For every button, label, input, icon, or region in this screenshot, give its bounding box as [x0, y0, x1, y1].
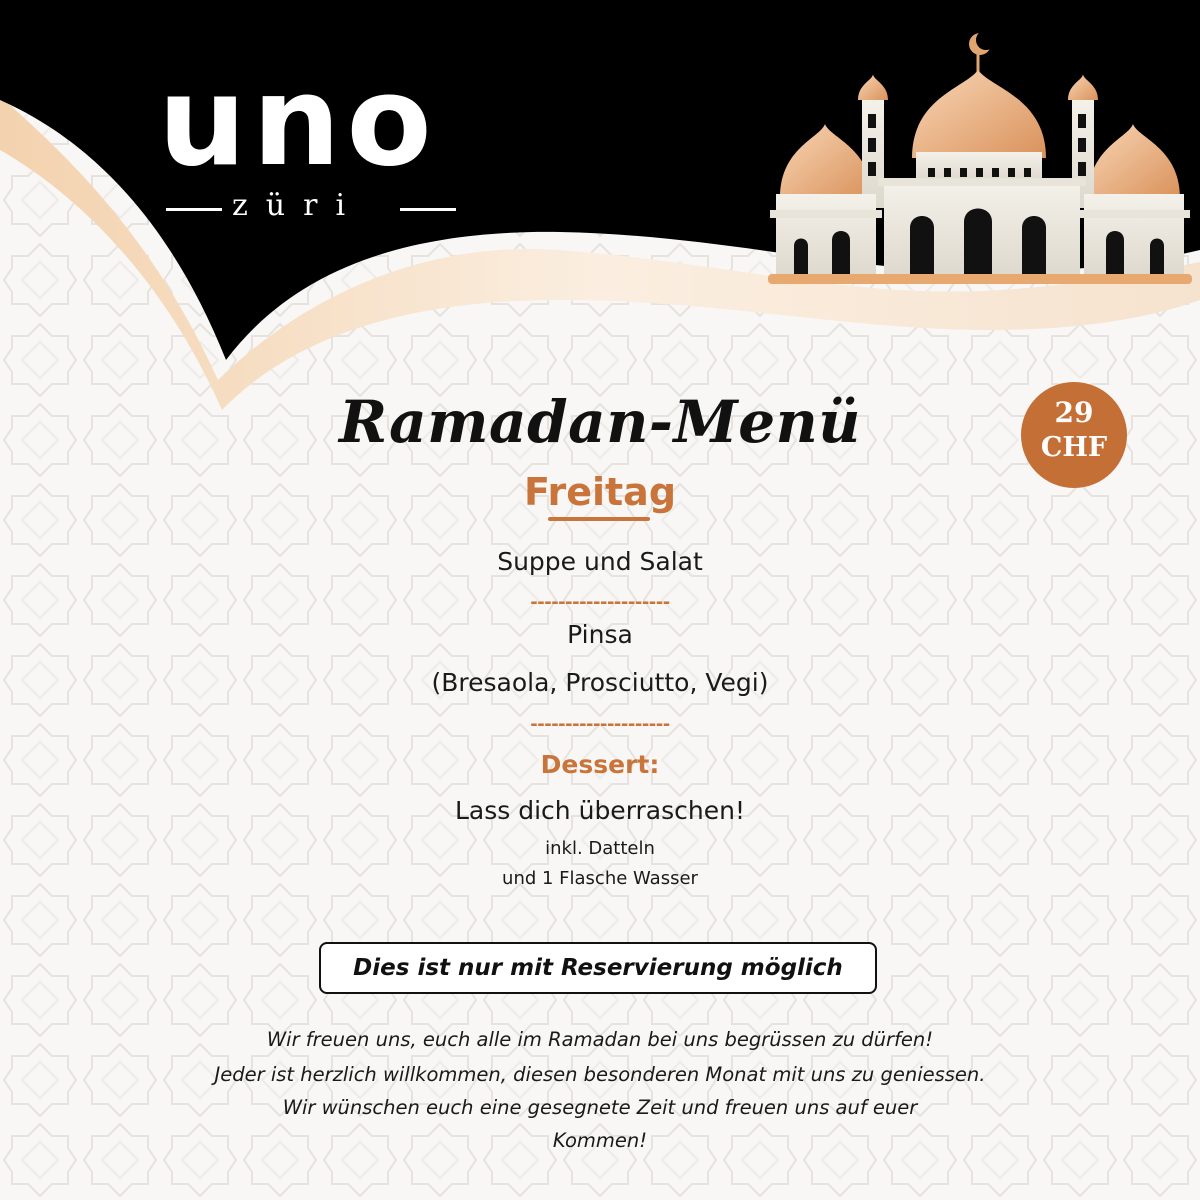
menu-title: Ramadan-Menü	[339, 388, 861, 456]
course-pinsa-options: (Bresaola, Prosciutto, Vegi)	[431, 668, 769, 697]
price-currency: CHF	[1040, 432, 1108, 463]
brand-logo: uno	[158, 50, 438, 194]
footer-line-2: Jeder ist herzlich willkommen, diesen besonderen Monat mit uns zu geniessen.	[214, 1063, 986, 1086]
footer-line-4: Kommen!	[552, 1129, 648, 1152]
dessert-text: Lass dich überraschen!	[455, 796, 745, 825]
brand-logo-subtitle: züri	[232, 188, 364, 223]
included-line-2: und 1 Flasche Wasser	[502, 868, 698, 889]
dessert-label: Dessert:	[540, 750, 660, 779]
reservation-note-box	[319, 942, 877, 994]
logo-dash-right	[400, 208, 456, 211]
logo-dash-left	[166, 208, 222, 211]
divider-1: --------------------	[530, 592, 670, 613]
course-pinsa: Pinsa	[567, 620, 633, 649]
price-amount: 29	[1054, 396, 1094, 429]
crescent-moon-icon	[969, 30, 996, 55]
menu-day: Freitag	[523, 470, 677, 514]
day-underline	[548, 517, 650, 521]
footer-line-1: Wir freuen uns, euch alle im Ramadan bei uns begrüssen zu dürfen!	[266, 1028, 934, 1051]
divider-2: --------------------	[530, 714, 670, 735]
reservation-note: Dies ist nur mit Reservierung möglich	[353, 955, 843, 981]
mosque-icon	[760, 28, 1200, 290]
course-soup-salad: Suppe und Salat	[497, 547, 703, 576]
footer-line-3: Wir wünschen euch eine gesegnete Zeit und freuen uns auf euer	[282, 1096, 918, 1119]
included-line-1: inkl. Datteln	[545, 838, 655, 859]
